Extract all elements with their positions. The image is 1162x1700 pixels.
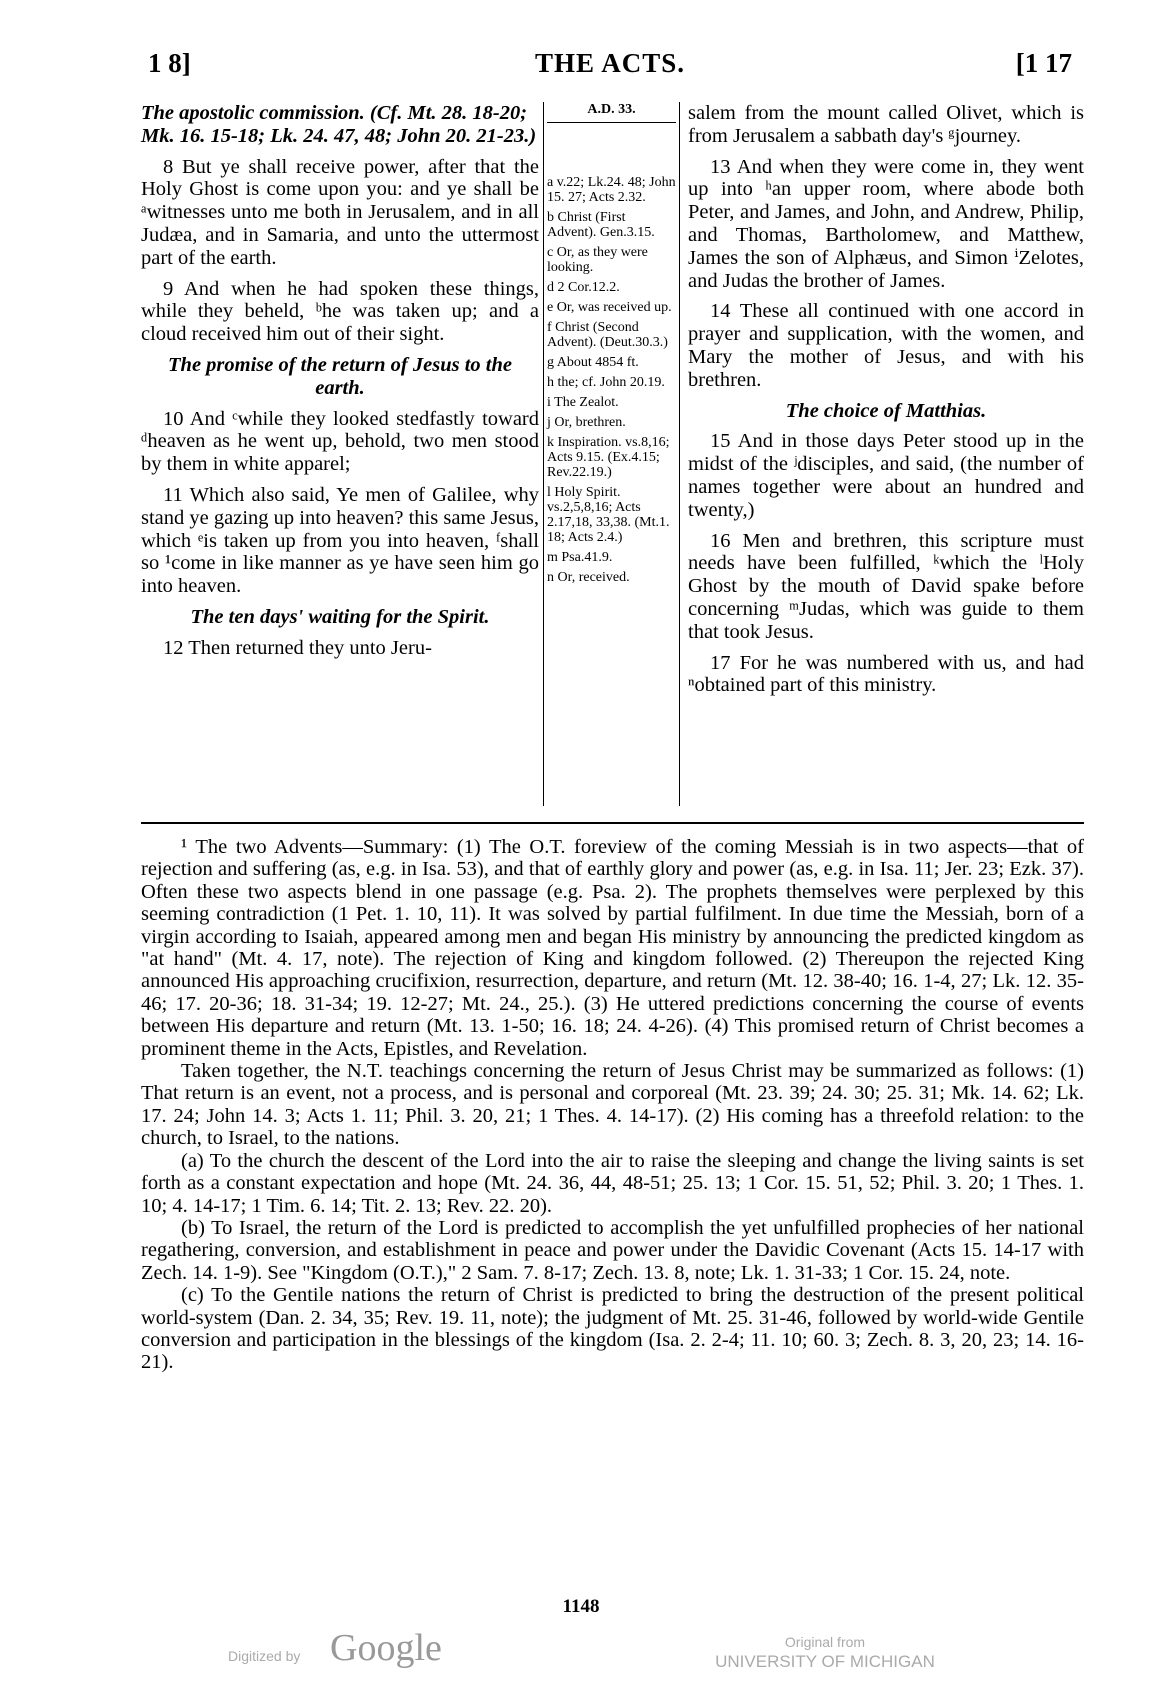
verse-9: 9 And when he had spoken these things, while they beheld, ᵇhe was taken up; and a cloud received him out of their sight. bbox=[141, 277, 539, 346]
university-text: UNIVERSITY OF MICHIGAN bbox=[715, 1652, 935, 1671]
margin-references-column bbox=[543, 102, 680, 806]
header-verse-end: [1 17 bbox=[1015, 48, 1072, 78]
running-header bbox=[140, 48, 1080, 84]
margin-ref: n Or, received. bbox=[547, 570, 630, 585]
verse-12-continued: salem from the mount called Olivet, which is from Jerusalem a sabbath day's ᵍjourney. bbox=[688, 102, 1084, 147]
margin-ref: i The Zealot. bbox=[547, 395, 619, 410]
verse-13: 13 And when they were come in, they went up into ʰan upper room, where abode both Peter, and James, and John, and Andrew, Philip, and Thomas, Bartholomew, and Matthew, James the son of Alphæus, and Simon ⁱZelotes, and Judas the brother of James. bbox=[688, 155, 1084, 292]
margin-ref: b Christ (First Advent). Gen.3.15. bbox=[547, 210, 655, 240]
page-title: THE ACTS. bbox=[534, 48, 686, 78]
footnote-paragraph: Taken together, the N.T. teachings concerning the return of Jesus Christ may be summarized as follows: (1) That return is an event, not a process, and is personal and corporeal (Mt. 23. 39; 24. 30; 25. 31; Mk. 14. 62; Lk. 17. 24; John 14. 3; Acts 1. 11; Phil. 3. 20, 21; 1 Thes. 4. 14-17). (2) His coming has a threefold relation: to the church, to Israel, to the nations. bbox=[141, 1060, 1084, 1150]
original-from-text: Original from bbox=[784, 1634, 866, 1650]
margin-ref: a v.22; Lk.24. 48; John 15. 27; Acts 2.32. bbox=[547, 175, 676, 205]
digitized-by-text: Digitized by bbox=[228, 1648, 301, 1664]
footnote-paragraph: (b) To Israel, the return of the Lord is predicted to accomplish the yet unfulfilled prophecies of her national regathering, conversion, and establishment in peace and power under the Davidic Covenant (Acts 15. 14-17 with Zech. 14. 1-9). See "Kingdom (O.T.)," 2 Sam. 7. 8-17; Zech. 13. 8, note; Lk. 1. 31-33; 1 Cor. 15. 24, note. bbox=[141, 1216, 1084, 1284]
margin-ref: f Christ (Second Advent). (Deut.30.3.) bbox=[547, 320, 668, 350]
google-logo: Google bbox=[330, 1627, 442, 1669]
source-watermark bbox=[700, 1633, 950, 1671]
margin-ref: k Inspiration. vs.8,16; Acts 9.15. (Ex.4.15; Rev.22.19.) bbox=[547, 435, 670, 480]
verse-14: 14 These all continued with one accord in prayer and supplication, with the women, and Mary the mother of Jesus, and with his brethren. bbox=[688, 300, 1084, 391]
section-heading-matthias: The choice of Matthias. bbox=[785, 399, 987, 422]
margin-ref: h the; cf. John 20.19. bbox=[547, 375, 665, 390]
footnote-divider bbox=[141, 822, 1084, 824]
page-number: 1148 bbox=[562, 1596, 600, 1617]
section-heading-return: The promise of the return of Jesus to the earth. bbox=[168, 353, 512, 399]
section-heading-commission: The apostolic commission. (Cf. Mt. 28. 18-20; Mk. 16. 15-18; Lk. 24. 47, 48; John 20. 21-23.) bbox=[141, 102, 537, 147]
verse-8: 8 But ye shall receive power, after that the Holy Ghost is come upon you: and ye shall be ᵃwitnesses unto me both in Jerusalem, and in all Judæa, and in Samaria, and unto the uttermost part of the earth. bbox=[141, 155, 539, 269]
verse-12: 12 Then returned they unto Jeru- bbox=[163, 636, 432, 659]
verse-10: 10 And ᶜwhile they looked stedfastly toward ᵈheaven as he went up, behold, two men stood by them in white apparel; bbox=[141, 407, 539, 476]
footnote-paragraph: (c) To the Gentile nations the return of Christ is predicted to bring the destruction of the present political world-system (Dan. 2. 34, 35; Rev. 19. 11, note); the judgment of Mt. 25. 31-46, followed by world-wide Gentile conversion and participation in the blessings of the kingdom (Isa. 2. 2-4; 11. 10; 60. 3; Zech. 8. 3, 20, 23; 14. 16-21). bbox=[141, 1284, 1084, 1374]
verse-15: 15 And in those days Peter stood up in the midst of the ʲdisciples, and said, (the number of names together were about an hundred and twenty,) bbox=[688, 430, 1084, 521]
margin-ref: e Or, was received up. bbox=[547, 300, 672, 315]
left-text-column bbox=[141, 102, 539, 668]
footnote-paragraph: ¹ The two Advents—Summary: (1) The O.T. foreview of the coming Messiah is in two aspects—that of rejection and suffering (as, e.g. in Isa. 53), and that of earthly glory and power (as, e.g. in Isa. 11; Jer. 23; Ezk. 37). Often these two aspects blend in one passage (e.g. Psa. 2). The prophets themselves were perplexed by this seeming contradiction (1 Pet. 1. 10, 11). It was solved by partial fulfilment. In due time the Messiah, born of a virgin according to Isaiah, appeared among men and began His ministry by announcing the predicted kingdom as "at hand" (Mt. 4. 17, note). The rejection of King and kingdom followed. (2) Thereupon the rejected King announced His approaching crucifixion, resurrection, departure, and return (Mt. 12. 38-40; 16. 1-4, 27; Lk. 12. 35-46; 17. 20-36; 18. 31-34; 19. 12-27; Mt. 24., 25.). (3) He uttered predictions concerning the course of events between His departure and return (Mt. 13. 1-50; 16. 18; 24. 4-26). (4) This promised return of Christ becomes a prominent theme in the Acts, Epistles, and Revelation. bbox=[141, 836, 1084, 1060]
margin-ref: c Or, as they were looking. bbox=[547, 245, 648, 275]
margin-ref: l Holy Spirit. vs.2,5,8,16; Acts 2.17,18, 33,38. (Mt.1. 18; Acts 2.4.) bbox=[547, 485, 670, 545]
verse-17: 17 For he was numbered with us, and had ⁿobtained part of this ministry. bbox=[688, 651, 1084, 697]
footnote-paragraph: (a) To the church the descent of the Lord into the air to raise the sleeping and change the living saints is set forth as a constant expectation and hope (Mt. 24. 36, 44, 48-51; 25. 13; 1 Cor. 15. 51, 52; Phil. 3. 20; 1 Thes. 1. 10; 4. 14-17; 1 Tim. 6. 14; Tit. 2. 13; Rev. 22. 20). bbox=[141, 1149, 1084, 1217]
header-verse-start: 1 8] bbox=[148, 48, 191, 78]
verse-16: 16 Men and brethren, this scripture must needs have been fulfilled, ᵏwhich the ˡHoly Ghost by the mouth of David spake before concerning ᵐJudas, which was guide to them that took Jesus. bbox=[688, 529, 1084, 643]
margin-ref: g About 4854 ft. bbox=[547, 355, 639, 370]
margin-year: A.D. 33. bbox=[547, 102, 676, 123]
verse-11: 11 Which also said, Ye men of Galilee, why stand ye gazing up into heaven? this same Jesus, which ᵉis taken up from you into heaven, ᶠshall so ¹come in like manner as ye have seen him go into heaven. bbox=[141, 483, 539, 598]
section-heading-waiting: The ten days' waiting for the Spirit. bbox=[190, 605, 490, 628]
right-text-column bbox=[688, 102, 1084, 705]
margin-ref: m Psa.41.9. bbox=[547, 550, 613, 565]
margin-ref: j Or, brethren. bbox=[547, 415, 626, 430]
margin-ref: d 2 Cor.12.2. bbox=[547, 280, 620, 295]
footnote-block bbox=[141, 836, 1084, 1374]
